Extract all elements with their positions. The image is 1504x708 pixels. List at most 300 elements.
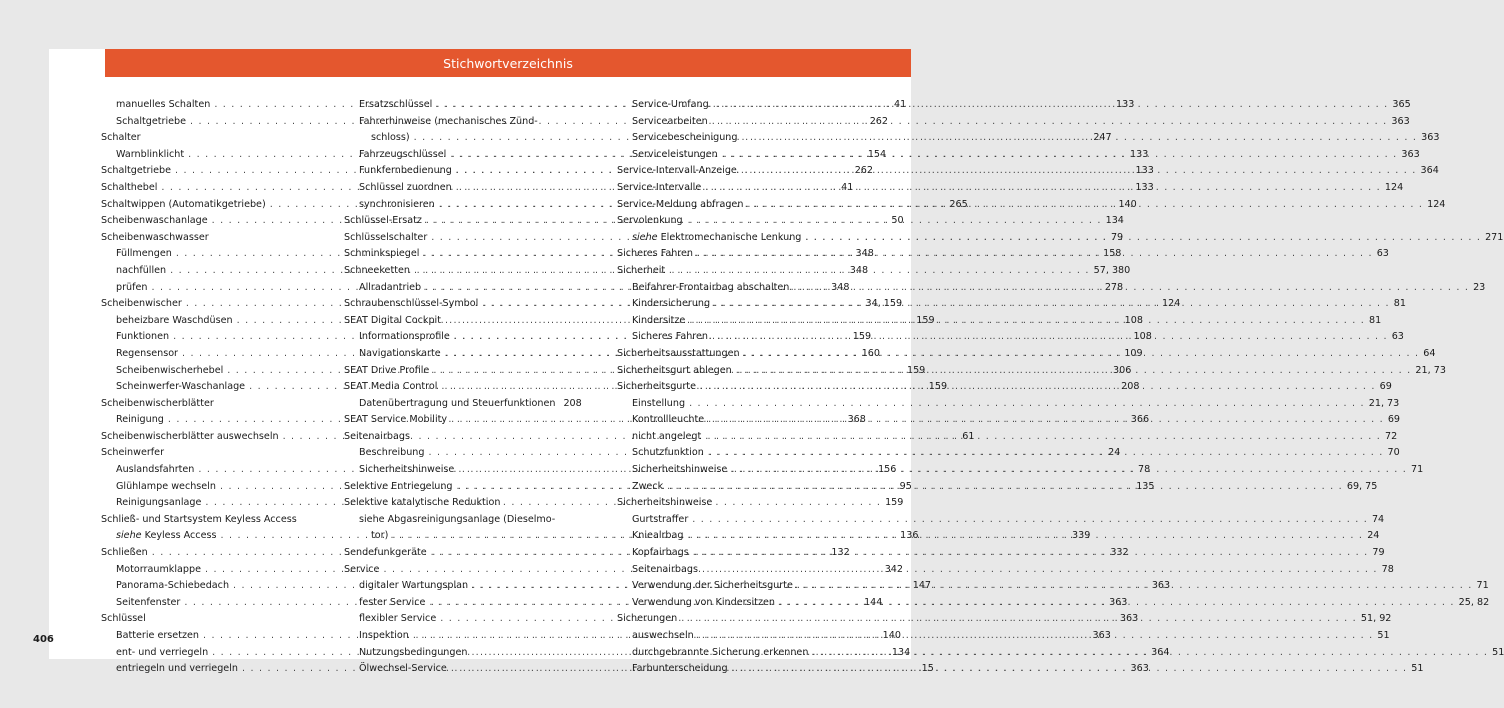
index-entry-page: 41 — [841, 181, 854, 193]
index-entry-term — [632, 130, 737, 147]
index-entry — [101, 611, 331, 628]
index-entry-term — [371, 528, 388, 545]
index-entry-text: Farbunterscheidung — [632, 663, 728, 675]
index-entry-text: SEAT Drive Profile — [344, 364, 430, 376]
index-entry-text: Service-Meldung abfragen — [617, 198, 744, 210]
leader-dots — [731, 462, 1407, 479]
index-entry-term — [344, 230, 427, 247]
index-entry-term — [344, 296, 478, 313]
index-entry-text: Service-Umfang — [632, 99, 709, 110]
leader-dots — [714, 296, 1390, 313]
index-entry-text: Kindersicherung — [632, 298, 711, 310]
index-entry-text: Batterie ersetzen — [116, 630, 199, 641]
index-entry-page: 306 — [1113, 364, 1132, 376]
index-entry-term — [359, 628, 409, 645]
index-entry-page: 368 — [847, 414, 866, 426]
index-entry-text: siehe Abgasreinigungsanlage (Dieselmo- — [359, 513, 556, 525]
index-entry-term — [632, 528, 684, 545]
index-entry-page: 156 — [878, 464, 897, 476]
index-entry-text: Füllmengen — [116, 248, 172, 260]
index-entry-page: 51 — [1411, 663, 1424, 675]
index-entry-text: prüfen — [116, 281, 148, 293]
index-entry-term — [632, 479, 663, 496]
index-entry-text: Service-Intervalle — [617, 181, 702, 193]
index-entry-term — [116, 528, 216, 545]
index-entry — [101, 396, 331, 413]
index-entry-page: 124 — [1427, 198, 1446, 210]
index-entry-term — [617, 379, 696, 396]
index-entry-term — [359, 512, 555, 529]
index-entry-term — [344, 363, 429, 380]
index-entry-text: SEAT Media Control — [344, 381, 438, 393]
index-entry — [344, 429, 574, 446]
index-entry-term — [632, 97, 709, 114]
index-entry-page: 364 — [1151, 646, 1170, 658]
index-entry-text: Schlüsselschalter — [344, 231, 428, 243]
leader-dots — [712, 114, 1388, 131]
index-entry-page: 64 — [1423, 347, 1436, 359]
index-entry-page: 63 — [1376, 248, 1389, 260]
leader-dots — [744, 346, 1420, 363]
index-entry-term — [101, 296, 182, 313]
index-entry-page: 134 — [1105, 215, 1124, 227]
index-entry-term — [344, 213, 422, 230]
index-entry-page: 147 — [912, 580, 932, 592]
index-entry-text: Schließ- und Startsystem Keyless Access — [101, 513, 297, 525]
index-entry-page: 133 — [1135, 165, 1154, 177]
index-entry — [101, 445, 331, 462]
index-entry-page: 159 — [885, 497, 904, 509]
index-entry-page: 124 — [1161, 298, 1181, 310]
index-entry-text: Serviceleistungen — [632, 148, 718, 160]
index-entry-term — [116, 263, 166, 280]
index-entry-page: 159 — [906, 364, 926, 376]
index-entry-page: 332 — [1110, 547, 1129, 559]
index-entry-text: Navigationskarte — [359, 347, 441, 359]
index-entry-term — [359, 611, 436, 628]
index-entry-text: durchgebrannte Sicherung erkennen — [632, 646, 809, 658]
index-entry-text: Service-Intervall-Anzeige — [617, 165, 737, 177]
index-entry-term — [359, 462, 454, 479]
index-entry — [101, 130, 331, 147]
leader-dots — [747, 197, 1423, 214]
index-entry-term — [116, 97, 210, 114]
index-entry — [344, 396, 582, 413]
index-entry — [617, 512, 1385, 529]
index-entry-term — [632, 412, 704, 429]
index-entry-term — [344, 562, 379, 579]
leader-dots — [805, 230, 1481, 247]
index-entry-page: 154 — [867, 148, 887, 160]
index-entry-text: Keyless Access — [144, 530, 217, 542]
index-entry-term — [344, 263, 410, 280]
index-entry — [617, 263, 847, 280]
index-entry-text: Seitenairbags — [632, 563, 698, 575]
index-entry-text: Schalthebel — [101, 181, 158, 193]
index-entry-term — [359, 595, 425, 612]
index-entry-text: Schlüssel zuordnen — [359, 181, 452, 193]
index-entry-term — [617, 346, 740, 363]
index-entry-term — [632, 645, 808, 662]
index-entry-text: auswechseln — [632, 630, 694, 641]
index-entry-term — [371, 130, 410, 147]
index-entry-page: 278 — [1104, 281, 1124, 293]
index-entry-page: 363 — [1401, 148, 1420, 160]
index-entry-page: 342 — [884, 563, 903, 575]
index-entry-page: 348 — [855, 248, 874, 260]
index-entry-page: 79 — [1372, 547, 1385, 559]
leader-dots — [688, 528, 1364, 545]
index-entry-text: Motorraumklappe — [116, 563, 201, 575]
index-entry-term — [632, 628, 694, 645]
index-entry-term — [101, 611, 146, 628]
index-entry-page: 363 — [1109, 596, 1128, 608]
index-entry-page: 132 — [831, 547, 850, 559]
index-entry-term — [101, 512, 297, 529]
index-entry-page: 63 — [1391, 331, 1404, 343]
index-entry-term — [101, 230, 209, 247]
index-entry-term — [359, 578, 468, 595]
index-entry-page: 71 — [1476, 580, 1489, 592]
index-entry-text: Schaltgetriebe — [101, 165, 172, 177]
index-entry-text: Scheibenwischerblätter — [101, 397, 214, 409]
index-entry-text: Fahrerhinweise (mechanisches Zünd- — [359, 115, 538, 127]
index-entry-term — [359, 163, 452, 180]
index-entry-page: 51 — [1377, 630, 1390, 641]
index-entry-page: 363 — [1130, 663, 1149, 675]
index-entry-page: 135 — [1136, 480, 1155, 492]
index-entry-page: 133 — [1130, 148, 1149, 160]
index-entry-text: SEAT Digital Cockpit — [344, 314, 441, 326]
index-entry-term — [359, 661, 447, 678]
index-entry-text: Beifahrer-Frontairbag abschalten — [632, 281, 790, 293]
index-entry-term — [632, 313, 685, 330]
index-entry-term — [632, 396, 685, 413]
index-entry-term — [116, 661, 238, 678]
index-entry-page: 108 — [1124, 314, 1143, 326]
index-entry — [344, 495, 574, 512]
index-entry-page: 71 — [1411, 464, 1424, 476]
index-entry-text: Reinigungsanlage — [116, 497, 202, 509]
index-entry-term — [116, 147, 184, 164]
index-entry-text: Fahrzeugschlüssel — [359, 148, 447, 160]
index-entry-text: Kindersitze — [632, 314, 686, 326]
index-entry-term — [359, 114, 538, 131]
index-entry-text: Service — [344, 563, 380, 575]
index-entry-page: 81 — [1393, 298, 1406, 310]
index-entry-term — [359, 280, 421, 297]
index-entry-text: Scheinwerfer-Waschanlage — [116, 381, 246, 393]
index-entry-text: Selektive Entriegelung — [344, 480, 453, 492]
index-entry-text: Servolenkung — [617, 215, 683, 227]
index-entry-text: Sicherheitsgurte — [617, 381, 696, 393]
index-entry-page: 144 — [864, 596, 883, 608]
index-entry-text: Elektromechanische Lenkung — [660, 231, 802, 243]
index-entry-page: 34, 159 — [865, 298, 903, 310]
index-entry-page: 72 — [1384, 430, 1398, 442]
leader-dots — [693, 545, 1369, 562]
index-entry-text: Sicherheit — [617, 264, 666, 276]
index-entry-text: Funktionen — [116, 331, 170, 343]
index-entry-page: 339 — [1072, 530, 1091, 542]
leader-dots — [705, 180, 1381, 197]
index-entry-text: Sicheres Fahren — [632, 331, 709, 343]
leader-dots — [736, 363, 1412, 380]
leader-dots — [681, 611, 1357, 628]
index-entry-term — [344, 495, 500, 512]
index-entry-page: 363 — [1092, 630, 1111, 641]
leader-dots — [692, 512, 1368, 529]
index-entry-page: 363 — [1151, 580, 1171, 592]
index-entry-term — [344, 313, 441, 330]
index-entry-page: 21, 73 — [1368, 397, 1400, 409]
index-entry-page: 364 — [1420, 165, 1439, 177]
index-entry-term — [617, 213, 683, 230]
index-entry-text: Kniealrbag — [632, 530, 684, 542]
index-entry-term — [632, 147, 718, 164]
index-entry-term — [617, 611, 677, 628]
index-entry-text: Scheibenwischerblätter auswechseln — [101, 430, 279, 442]
index-entry-term — [116, 645, 208, 662]
index-entry-text: Seitenfenster — [116, 596, 181, 608]
index-entry-text: Regensensor — [116, 347, 179, 359]
index-entry-term — [116, 346, 178, 363]
index-entry-page: 41 — [894, 99, 907, 110]
index-entry-page: 134 — [891, 646, 911, 658]
index-entry-text: digitaler Wartungsplan — [359, 580, 469, 592]
index-entry-page: 365 — [1392, 99, 1411, 110]
index-entry-term — [359, 197, 435, 214]
index-entry-term — [116, 379, 245, 396]
index-entry-text: Sicherheitshinweise — [617, 497, 713, 509]
index-entry-text: Ersatzschlüssel — [359, 99, 433, 110]
index-entry — [344, 114, 574, 131]
index-entry-text: Schraubenschlüssel-Symbol — [344, 298, 479, 310]
index-entry-text: Verwendung der Sicherheitsgurte — [632, 580, 793, 592]
index-entry-page: 348 — [831, 281, 850, 293]
index-entry-text: Schlüssel — [101, 613, 146, 625]
index-entry-term — [617, 197, 743, 214]
index-entry-page: 50 — [891, 215, 904, 227]
index-entry-text: Inspektion — [359, 630, 409, 641]
index-page — [49, 49, 1504, 675]
index-entry-page: 15 — [921, 663, 934, 675]
leader-dots — [741, 163, 1417, 180]
see-reference: siehe — [632, 231, 658, 243]
index-entry-term — [344, 545, 427, 562]
index-entry-page: 70 — [1387, 447, 1400, 459]
index-entry-text: Seitenairbags — [344, 430, 410, 442]
index-entry-text: Schlüssel-Ersatz — [344, 215, 422, 227]
index-entry-page: 262 — [854, 165, 874, 177]
index-entry-text: Servicebescheinigung — [632, 132, 738, 144]
index-entry-text: Sicheres Fahren — [617, 248, 694, 260]
index-entry-text: Selektive katalytische Reduktion — [344, 497, 501, 509]
index-entry-text: Funkfernbedienung — [359, 165, 452, 177]
page-title: Stichwortverzeichnis — [443, 55, 573, 71]
index-entry-term — [101, 180, 157, 197]
index-entry-term — [359, 147, 446, 164]
leader-dots — [689, 396, 1365, 413]
index-entry-term — [632, 578, 793, 595]
leader-dots — [708, 445, 1384, 462]
leader-dots — [779, 595, 1455, 612]
index-entry-term — [359, 329, 450, 346]
index-entry-term — [632, 545, 689, 562]
index-entry-page: 363 — [1391, 115, 1410, 127]
index-entry-term — [101, 545, 148, 562]
index-entry-term — [101, 396, 214, 413]
index-entry-page: 78 — [1138, 464, 1151, 476]
index-entry-term — [359, 396, 555, 413]
index-entry-term — [632, 296, 710, 313]
index-entry-term — [116, 313, 233, 330]
index-entry-page: 69 — [1379, 381, 1392, 393]
index-entry-text: Verwendung von Kindersitzen — [632, 596, 775, 608]
index-entry-term — [617, 263, 665, 280]
index-entry-text: nachfüllen — [116, 264, 167, 276]
index-entry-term — [116, 363, 223, 380]
index-entry-term — [116, 246, 172, 263]
index-entry-page: 21, 73 — [1415, 364, 1446, 376]
index-entry-text: Datenübertragung und Steuerfunktionen — [359, 397, 556, 409]
index-entry-term — [101, 213, 208, 230]
index-entry-page: 366 — [1130, 414, 1150, 426]
index-entry-term — [101, 445, 164, 462]
index-entry-term — [632, 114, 708, 131]
index-entry-text: Scheibenwischerhebel — [116, 364, 224, 376]
leader-dots — [741, 130, 1417, 147]
index-entry-text: Zweck — [632, 480, 664, 492]
index-entry-text: fester Service — [359, 596, 426, 608]
leader-dots — [698, 628, 1374, 645]
index-entry-text: Scheinwerfer — [101, 447, 165, 459]
index-entry-term — [359, 180, 452, 197]
index-entry-term — [116, 280, 147, 297]
leader-dots — [702, 562, 1378, 579]
index-entry-page: 109 — [1124, 347, 1143, 359]
index-entry-text: beheizbare Waschdüsen — [116, 314, 233, 326]
index-entry-page: 208 — [563, 397, 582, 409]
index-entry-page: 69, 75 — [1346, 480, 1378, 492]
index-entry — [617, 396, 1400, 413]
index-entry — [101, 230, 331, 247]
index-entry-term — [617, 363, 732, 380]
index-entry-term — [617, 180, 701, 197]
index-entry — [617, 213, 847, 230]
index-entry-page: 159 — [928, 381, 948, 393]
index-entry-term — [632, 562, 698, 579]
index-entry-page: 78 — [1381, 563, 1394, 575]
index-entry-term — [101, 163, 171, 180]
index-entry — [617, 495, 847, 512]
index-entry-page: 108 — [1133, 331, 1152, 343]
index-entry-page: 69 — [1387, 414, 1401, 426]
index-entry-term — [116, 595, 180, 612]
index-entry-term — [116, 562, 201, 579]
index-entry-page: 51, 92 — [1360, 613, 1392, 625]
leader-dots — [797, 578, 1473, 595]
index-entry-term — [632, 429, 701, 446]
index-entry-page: 74 — [1371, 513, 1385, 525]
index-entry-term — [632, 280, 789, 297]
index-entry-text: Schutzfunktion — [632, 447, 704, 459]
index-entry-text: manuelles Schalten — [116, 99, 211, 110]
index-entry-term — [344, 429, 410, 446]
index-entry-term — [617, 163, 737, 180]
index-entry-text: Nutzungsbedingungen — [359, 646, 468, 658]
index-entry-text: nicht angelegt — [632, 430, 702, 442]
index-entry-text: Allradantrieb — [359, 281, 422, 293]
index-entry-term — [632, 445, 704, 462]
index-entry-page: 159 — [852, 331, 872, 343]
leader-dots — [689, 313, 1365, 330]
index-entry-page: 81 — [1369, 314, 1382, 326]
index-entry-text: Ölwechsel-Service — [359, 663, 447, 675]
index-entry-term — [116, 114, 186, 131]
index-entry — [344, 562, 574, 579]
index-entry-page: 271 — [1485, 231, 1504, 243]
index-entry-page: 208 — [1121, 381, 1140, 393]
index-entry-term — [632, 661, 728, 678]
index-entry-page: 61 — [962, 430, 975, 442]
index-entry-page: 247 — [1093, 132, 1112, 144]
index-entry-text: Schaltgetriebe — [116, 115, 187, 127]
index-entry-term — [101, 429, 279, 446]
index-entry-term — [116, 495, 201, 512]
index-entry-page: 265 — [949, 198, 968, 210]
index-entry-text: Panorama-Schiebedach — [116, 580, 230, 592]
page-number: 406 — [33, 634, 54, 645]
index-entry-text: Beschreibung — [359, 447, 425, 459]
index-entry-term — [116, 329, 169, 346]
index-entry-page: 262 — [869, 115, 889, 127]
index-entry-page: 363 — [1119, 613, 1139, 625]
index-entry-term — [617, 246, 693, 263]
index-entry-text: Kontrollleuchte — [632, 414, 705, 426]
index-entry-text: Servicearbeiten — [632, 115, 708, 127]
index-entry-text: schloss) — [371, 132, 410, 144]
index-entry-text: synchronisieren — [359, 198, 435, 210]
index-entry-term — [359, 346, 441, 363]
index-entry-text: Scheibenwischer — [101, 298, 182, 310]
index-entry-term — [344, 479, 453, 496]
leader-dots — [705, 429, 1381, 446]
index-entry-text: Scheibenwaschanlage — [101, 215, 208, 227]
index-entry-page: 140 — [1118, 198, 1137, 210]
leader-dots — [793, 280, 1469, 297]
index-entry-page: 140 — [882, 630, 901, 641]
index-entry-page: 23 — [1473, 281, 1486, 293]
index-entry-text: Schließen — [101, 547, 148, 559]
index-entry-term — [632, 462, 727, 479]
index-entry-term — [344, 412, 447, 429]
see-reference: siehe — [116, 530, 142, 542]
index-entry-text: Schalter — [101, 132, 141, 144]
leader-dots — [732, 661, 1408, 678]
index-entry-term — [344, 379, 437, 396]
leader-dots — [667, 479, 1343, 496]
page-header — [105, 49, 911, 77]
leader-dots — [697, 246, 1373, 263]
index-entry-page: 348 — [849, 264, 869, 276]
index-entry-text: Scheibenwaschwasser — [101, 231, 209, 243]
index-entry-page: 24 — [1108, 447, 1121, 459]
index-entry-term — [632, 512, 688, 529]
index-entry-term — [632, 595, 775, 612]
index-entry-page: 133 — [1135, 181, 1154, 193]
index-entry — [101, 512, 331, 529]
